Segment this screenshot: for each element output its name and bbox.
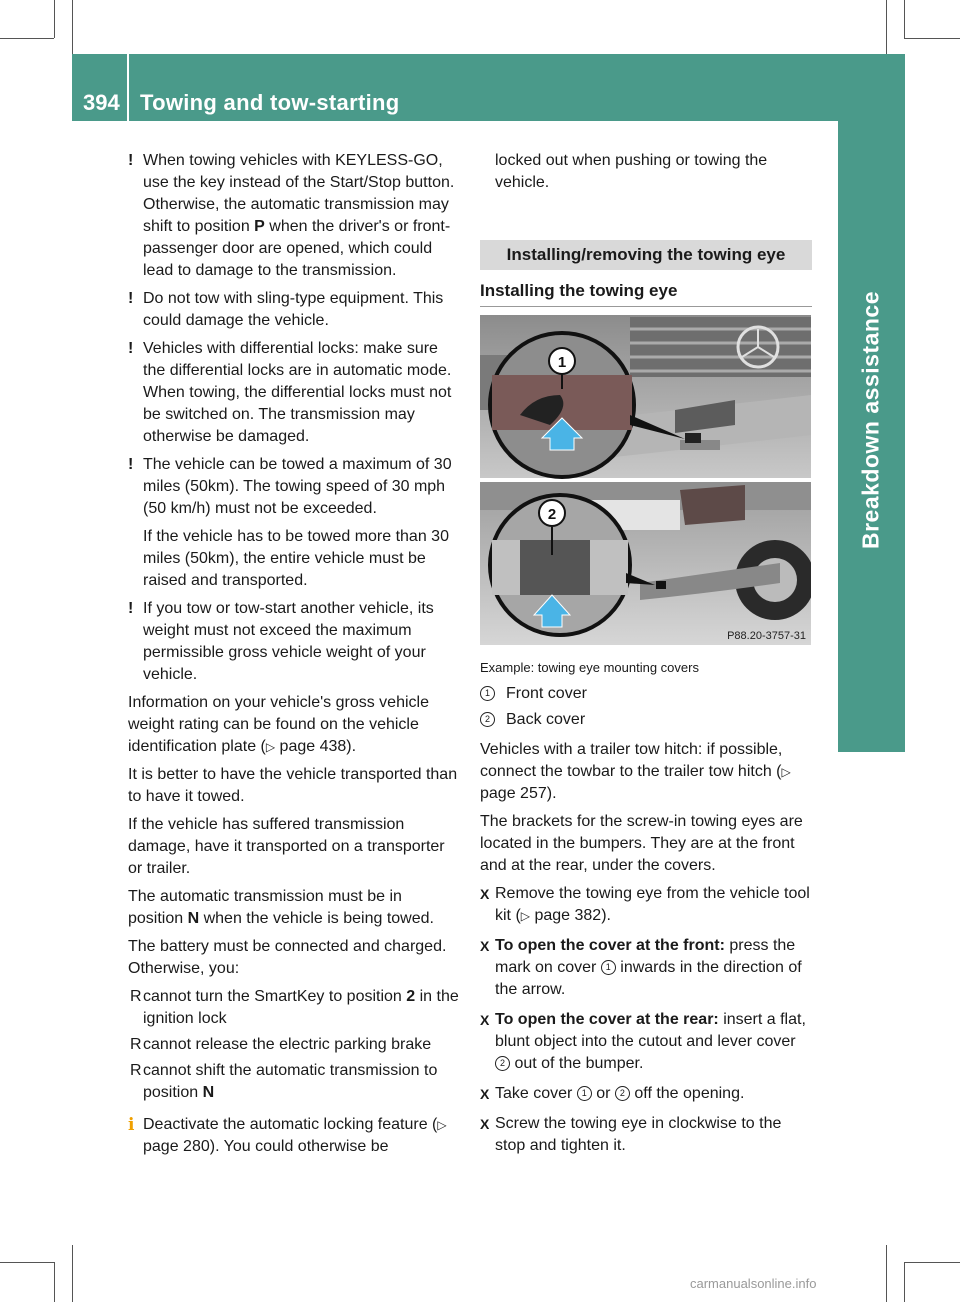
page-ref[interactable]: page 438 — [275, 738, 347, 755]
paragraph: The battery must be connected and charged. Otherwise, you: — [128, 938, 447, 977]
callout-label: Front cover — [506, 685, 587, 702]
paragraph-text: when the vehicle is being towed. — [199, 910, 434, 927]
position-label: P — [254, 218, 265, 235]
list-item — [128, 1060, 461, 1104]
list-item-text: in the ignition lock — [143, 988, 459, 1027]
step-arrow-icon: X — [480, 1012, 490, 1028]
crop-mark — [904, 0, 905, 38]
instruction-step — [480, 1083, 812, 1105]
note-text: when the driver's or front-passenger door are opened, which could lead to damage to the transmission. — [143, 218, 451, 279]
warning-icon: ! — [128, 456, 134, 473]
step-text: inwards in the direction of the arrow. — [495, 959, 802, 998]
crop-mark — [54, 0, 55, 38]
bullet-icon: R — [130, 1062, 142, 1079]
position-label: 2 — [406, 988, 416, 1005]
crop-mark — [904, 1262, 960, 1263]
step-title: To open the cover at the front: — [495, 937, 725, 954]
towing-eye-figure — [480, 315, 811, 645]
right-column — [480, 150, 812, 1165]
page-ref[interactable]: page 257 — [480, 785, 547, 802]
step-text: out of the bumper. — [510, 1055, 644, 1072]
crop-mark — [72, 1245, 73, 1302]
bullet-icon: R — [130, 1036, 142, 1053]
note-text: When towing vehicles with KEYLESS-GO, use the key instead of the Start/Stop button. Otherwise, the automatic transmission may shift to position — [143, 152, 455, 235]
warning-note — [128, 338, 461, 448]
paragraph-text: ). — [546, 785, 557, 802]
figure-caption: Example: towing eye mounting covers — [480, 660, 699, 675]
callout-label: Back cover — [506, 711, 586, 728]
callout-2-number: 2 — [547, 506, 557, 523]
warning-note — [128, 454, 461, 520]
section-heading: Installing/removing the towing eye — [480, 240, 812, 270]
warning-note — [128, 598, 461, 686]
paragraph-text: The automatic transmission must be in position — [128, 888, 402, 927]
paragraph-text: Information on your vehicle's gross vehicle weight rating can be found on the vehicle identification plate ( — [128, 694, 429, 755]
paragraph: If the vehicle has suffered transmission damage, have it transported on a transporter or trailer. — [128, 816, 445, 877]
page-ref-icon: ▷ — [265, 740, 276, 754]
paragraph: locked out when pushing or towing the vehicle. — [495, 152, 768, 191]
paragraph: It is better to have the vehicle transported than to have it towed. — [128, 766, 458, 805]
paragraph-text: Vehicles with a trailer tow hitch: if possible, connect the towbar to the trailer tow hitch ( — [480, 741, 783, 780]
instruction-step — [480, 1009, 812, 1075]
callout-item — [480, 709, 812, 731]
sub-heading: Installing the towing eye — [480, 280, 812, 307]
warning-note — [128, 288, 461, 332]
warning-note — [128, 150, 461, 282]
info-text: Deactivate the automatic locking feature ( — [143, 1116, 438, 1133]
page-ref-icon: ▷ — [781, 765, 791, 779]
instruction-step — [480, 935, 812, 1001]
note-text: If you tow or tow-start another vehicle, its weight must not exceed the maximum permissible gross vehicle weight of your vehicle. — [143, 600, 434, 683]
info-text: ). You could otherwise be — [209, 1138, 389, 1155]
header-divider — [127, 54, 129, 121]
step-arrow-icon: X — [480, 938, 490, 954]
step-text: press the mark on cover — [495, 937, 796, 976]
step-arrow-icon: X — [480, 886, 490, 902]
step-title: To open the cover at the rear: — [495, 1011, 719, 1028]
warning-icon: ! — [128, 290, 134, 307]
callout-number-icon: 1 — [601, 960, 616, 975]
step-arrow-icon: X — [480, 1116, 490, 1132]
page-ref-icon: ▷ — [437, 1118, 447, 1132]
bullet-icon: R — [130, 988, 142, 1005]
side-tab-label: Breakdown assistance — [857, 290, 884, 550]
crop-mark — [0, 38, 54, 39]
step-text: Remove the towing eye from the vehicle tool kit ( — [495, 885, 810, 924]
note-text: Do not tow with sling-type equipment. This could damage the vehicle. — [143, 290, 444, 329]
chapter-title: Towing and tow-starting — [140, 90, 400, 115]
step-text: off the opening. — [629, 1085, 745, 1102]
paragraph — [128, 886, 461, 930]
note-text: The vehicle can be towed a maximum of 30 miles (50km). The towing speed of 30 mph (50 km/h) must not be exceeded. — [143, 456, 452, 517]
crop-mark — [72, 0, 73, 54]
watermark: carmanualsonline.info — [690, 1276, 817, 1291]
position-label: N — [187, 910, 200, 927]
step-arrow-icon: X — [480, 1086, 490, 1102]
crop-mark — [886, 0, 887, 54]
callout-number-icon: 2 — [495, 1056, 510, 1071]
list-item-text: cannot shift the automatic transmission to position — [143, 1062, 438, 1101]
list-item-text: cannot release the electric parking brake — [143, 1036, 432, 1053]
note-text: Vehicles with differential locks: make sure the differential locks are in automatic mode. When towing, the differential locks must not be switched on. The transmission may otherwise be damaged. — [143, 340, 452, 445]
crop-mark — [886, 1245, 887, 1302]
instruction-step — [480, 883, 812, 927]
step-text: or — [591, 1085, 615, 1102]
paragraph — [480, 739, 812, 805]
callout-number-icon: 2 — [480, 712, 495, 727]
info-icon: i — [128, 1115, 135, 1135]
paragraph — [128, 692, 461, 758]
warning-icon: ! — [128, 340, 134, 357]
step-text: Screw the towing eye in clockwise to the stop and tighten it. — [495, 1115, 782, 1154]
crop-mark — [0, 1262, 54, 1263]
list-item-text: cannot turn the SmartKey to position — [143, 988, 407, 1005]
crop-mark — [904, 1262, 905, 1302]
page-ref[interactable]: page 382 — [530, 907, 602, 924]
warning-icon: ! — [128, 152, 134, 169]
callout-1-number: 1 — [557, 354, 567, 371]
warning-icon: ! — [128, 600, 134, 617]
step-text: ). — [601, 907, 611, 924]
callout-number-icon: 1 — [577, 1086, 592, 1101]
figure-code: P88.20-3757-31 — [727, 630, 806, 642]
callout-number-icon: 1 — [480, 686, 495, 701]
note-subtext: If the vehicle has to be towed more than 30 miles (50km), the entire vehicle must be raised and transported. — [143, 528, 449, 589]
info-note — [128, 1114, 461, 1158]
left-column — [128, 150, 461, 1164]
position-label: N — [202, 1084, 215, 1101]
list-item — [128, 1034, 461, 1056]
crop-mark — [904, 38, 960, 39]
step-text: insert a flat, blunt object into the cutout and lever cover — [495, 1011, 806, 1050]
paragraph: The brackets for the screw-in towing eyes are located in the bumpers. They are at the front and at the rear, under the covers. — [480, 813, 803, 874]
page-ref-icon: ▷ — [520, 909, 531, 923]
list-item — [128, 986, 461, 1030]
page-ref[interactable]: page 280 — [143, 1138, 210, 1155]
paragraph-text: ). — [346, 738, 357, 755]
page-number: 394 — [83, 90, 120, 115]
crop-mark — [54, 1262, 55, 1302]
callout-number-icon: 2 — [615, 1086, 630, 1101]
instruction-step — [480, 1113, 812, 1157]
callout-item — [480, 683, 812, 705]
step-text: Take cover — [495, 1085, 577, 1102]
